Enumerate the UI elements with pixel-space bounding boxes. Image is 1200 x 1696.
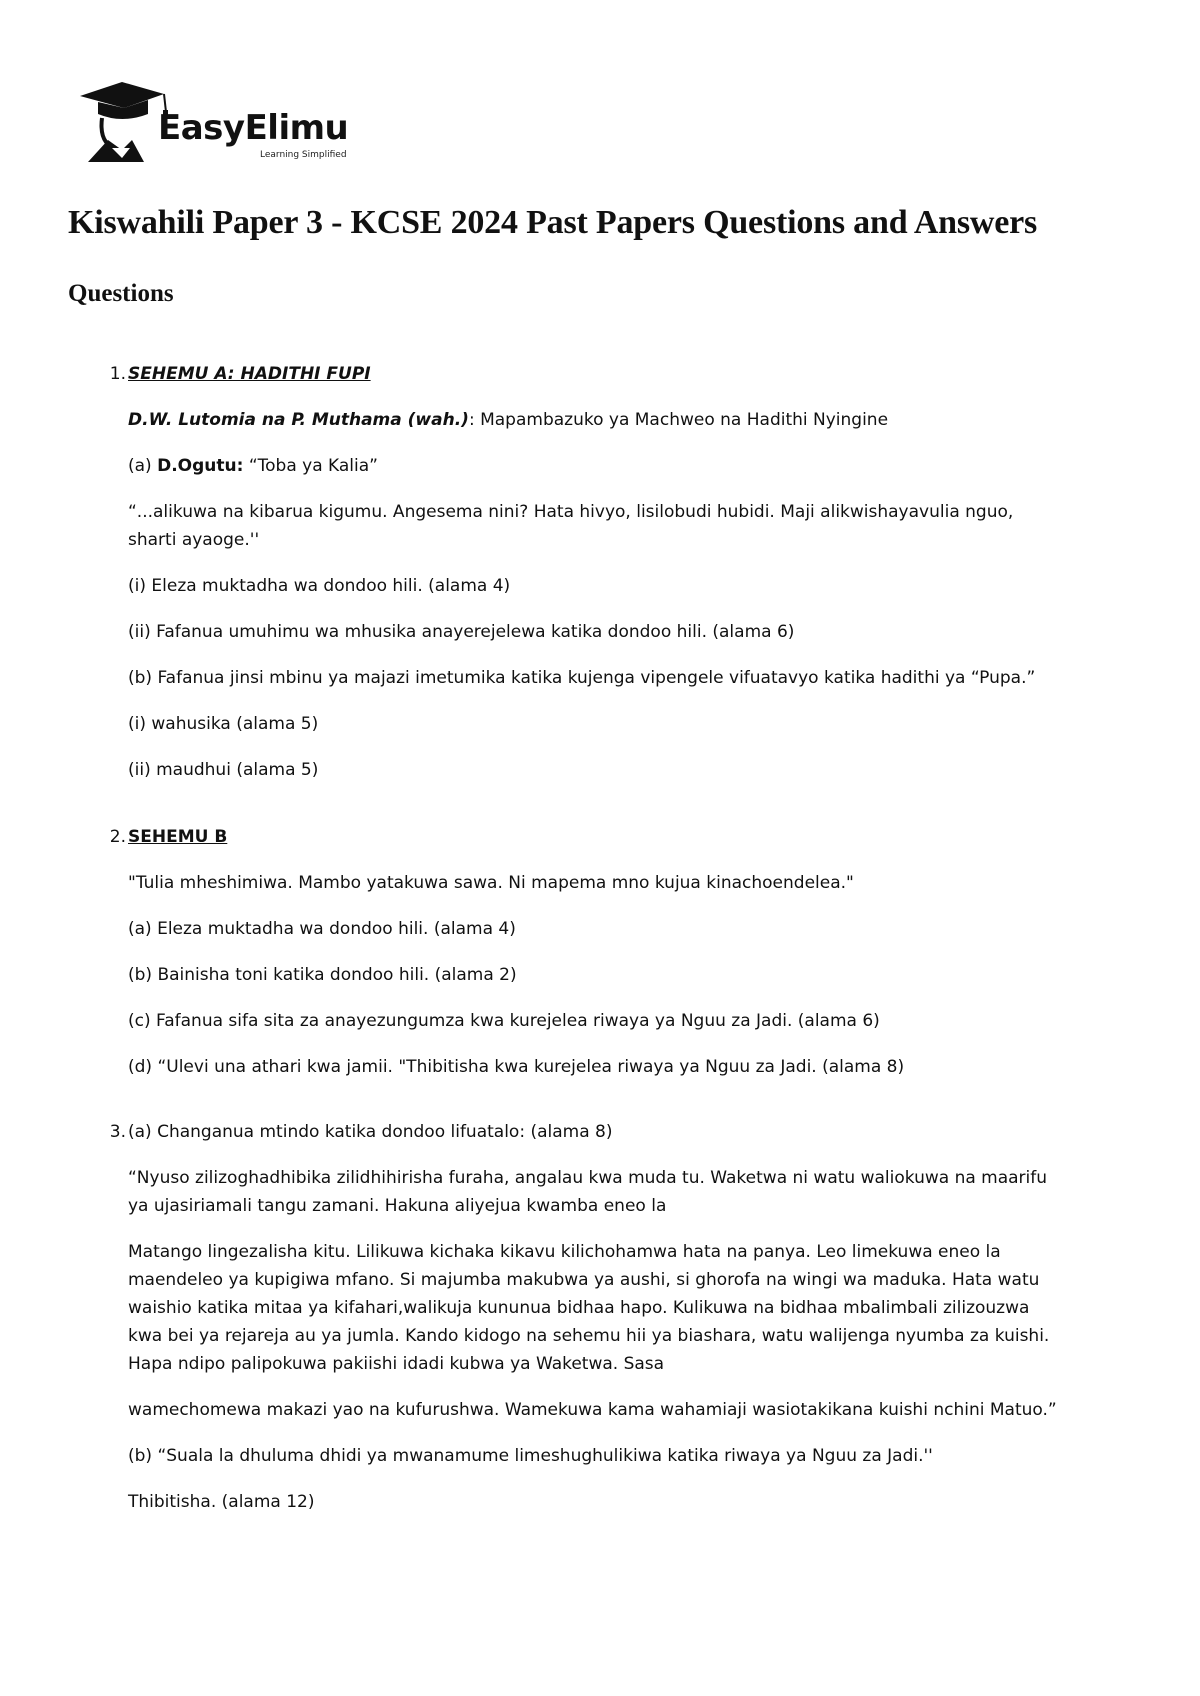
question-part: Thibitisha. (alama 12): [128, 1492, 315, 1512]
book-title: : Mapambazuko ya Machweo na Hadithi Nyingine: [468, 410, 889, 430]
quote-text: "Tulia mheshimiwa. Mambo yatakuwa sawa. Ni mapema mno kujua kinachoendelea.": [128, 873, 854, 893]
question-part: (i) Eleza muktadha wa dondoo hili. (alama 4): [128, 576, 511, 596]
passage-paragraph: wamechomewa makazi yao na kufurushwa. Wamekuwa kama wahamiaji wasiotakikana kuishi nchini Matuo.”: [128, 1400, 1057, 1420]
brand-logo: [78, 78, 378, 168]
question-part: (d) “Ulevi una athari kwa jamii. "Thibitisha kwa kurejelea riwaya ya Nguu za Jadi. (alama 8): [128, 1057, 905, 1077]
question-part: (a) Eleza muktadha wa dondoo hili. (alama 4): [128, 919, 516, 939]
question-3: [109, 1118, 1128, 1516]
question-number: 2.: [109, 827, 126, 847]
question-part: (a) Changanua mtindo katika dondoo lifuatalo: (alama 8): [128, 1122, 613, 1142]
quote-text: “...alikuwa na kibarua kigumu. Angesema nini? Hata hivyo, lisilobudi hubidi. Maji alikwishayavulia nguo, sharti ayaoge.'': [128, 502, 1014, 550]
brand-name: EasyElimu: [158, 108, 349, 148]
page-title: Kiswahili Paper 3 - KCSE 2024 Past Papers Questions and Answers: [68, 204, 1038, 241]
question-heading: SEHEMU A: HADITHI FUPI: [128, 364, 371, 384]
brand-tagline: Learning Simplified: [260, 150, 347, 160]
passage-paragraph: Matango lingezalisha kitu. Lilikuwa kichaka kikavu kilichohamwa hata na panya. Leo limekuwa eneo la maendeleo ya kupigiwa mfano. Si majumba makubwa ya aushi, si ghorofa na wingi wa maduka. Hata watu waishio katika mitaa ya kifahari,walikuja kununua bidhaa hapo. Kulikuwa na bidhaa mbalimbali zilizouzwa kwa bei ya rejareja au ya jumla. Kando kidogo na sehemu hii ya biashara, watu walijenga nyumba za kuishi. Hapa ndipo palipokuwa pakiishi idadi kubwa ya Waketwa. Sasa: [128, 1242, 1050, 1374]
question-2: [109, 823, 1128, 1081]
book-reference: [128, 406, 1128, 434]
question-number: 3.: [109, 1122, 126, 1142]
section-heading: Questions: [68, 280, 174, 307]
question-part: (i) wahusika (alama 5): [128, 714, 319, 734]
question-part: (b) Bainisha toni katika dondoo hili. (alama 2): [128, 965, 517, 985]
question-part: (a) D.Ogutu: “Toba ya Kalia”: [128, 456, 378, 476]
question-part: (ii) Fafanua umuhimu wa mhusika anayerejelewa katika dondoo hili. (alama 6): [128, 622, 795, 642]
question-part: (b) “Suala la dhuluma dhidi ya mwanamume limeshughulikiwa katika riwaya ya Nguu za Jadi.'': [128, 1446, 933, 1466]
graduation-cap-icon: [78, 78, 168, 166]
question-part: (ii) maudhui (alama 5): [128, 760, 319, 780]
question-1: [109, 360, 1128, 784]
book-authors: D.W. Lutomia na P. Muthama (wah.): [128, 410, 469, 430]
question-part: (b) Fafanua jinsi mbinu ya majazi imetumika katika kujenga vipengele vifuatavyo katika hadithi ya “Pupa.”: [128, 668, 1036, 688]
question-heading: SEHEMU B: [128, 827, 228, 847]
question-number: 1.: [109, 364, 126, 384]
question-part: (c) Fafanua sifa sita za anayezungumza kwa kurejelea riwaya ya Nguu za Jadi. (alama 6): [128, 1011, 880, 1031]
passage-paragraph: “Nyuso zilizoghadhibika zilidhihirisha furaha, angalau kwa muda tu. Waketwa ni watu waliokuwa na maarifu ya ujasiriamali tangu zamani. Hakuna aliyejua kwamba eneo la: [128, 1168, 1048, 1216]
